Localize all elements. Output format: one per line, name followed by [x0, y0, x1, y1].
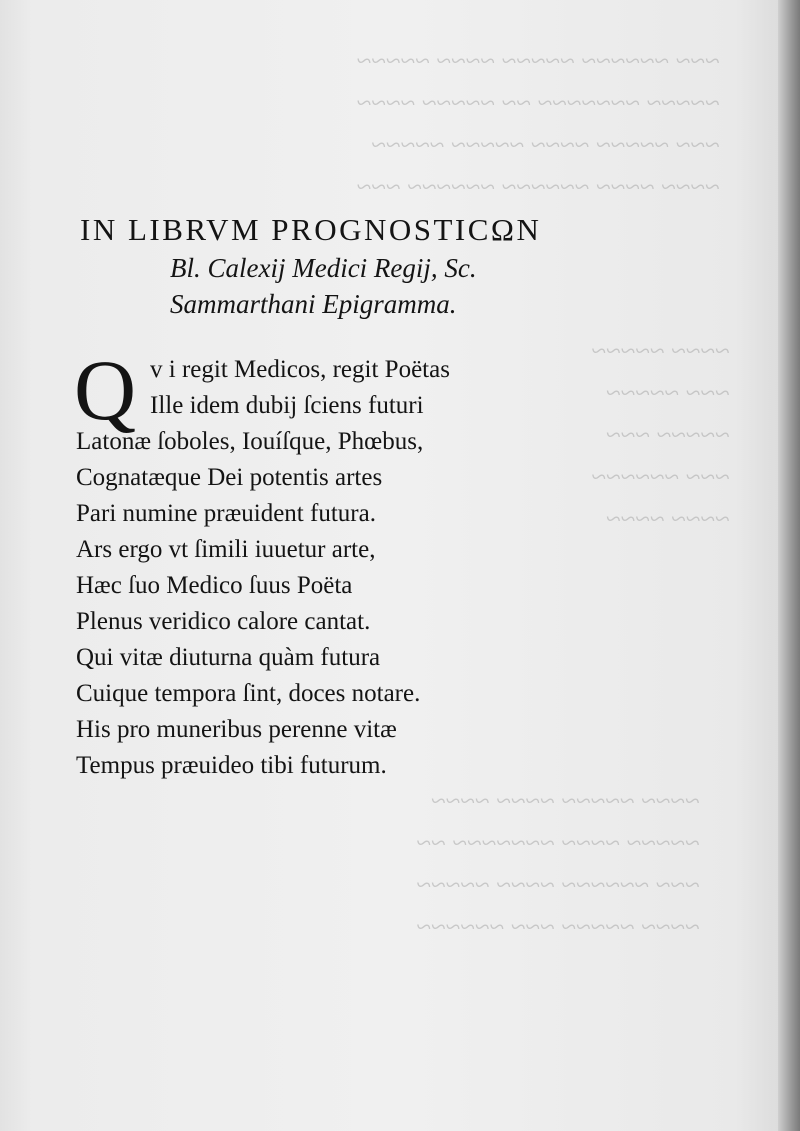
poem-line: Plenus veridico calore cantat.: [76, 608, 371, 635]
poem-line: Hæc ſuo Medico ſuus Poëta: [76, 572, 353, 599]
poem-line: Pari numine præuident futura.: [76, 500, 376, 527]
poem-line: Ille idem dubij ſciens futuri: [150, 392, 424, 419]
page-title: IN LIBRVM PROGNOSTICΩN: [80, 212, 542, 247]
poem-line: Latonæ ſoboles, Iouíſque, Phœbus,: [76, 428, 424, 455]
poem: [74, 342, 636, 784]
poem-line: Qui vitæ diuturna quàm futura: [76, 644, 381, 671]
bleed-through-text-top: ~~~ ~~~~~~ ~~~~~ ~~~~ ~~~~~ ~~~~~ ~~~~~~~ ~~ ~~~~~ ~~~~ ~~~ ~~~~~ ~~~~ ~~~~~ ~~~~~ ~~~~ ~~~~ ~~~~~~ ~~~~~~ ~~~: [357, 46, 720, 202]
page-edge: [778, 0, 800, 1131]
bleed-through-text-right: ~~~~ ~~~~~ ~~~ ~~~~~ ~~~~~ ~~~ ~~~ ~~~~~~ ~~~~ ~~~~: [591, 336, 730, 534]
poem-line: Ars ergo vt ſimili iuuetur arte,: [76, 536, 376, 563]
page-subtitle: Bl. Calexij Medici Regij, Sc. Sammarthani Epigramma.: [170, 253, 477, 319]
poem-line: v i regit Medicos, regit Poëtas: [150, 356, 450, 383]
poem-line: Cognatæque Dei potentis artes: [76, 464, 383, 491]
bleed-through-text-bottom: ~~~~ ~~~~~ ~~~~ ~~~~ ~~~~~ ~~~~ ~~~~~~~ ~~ ~~~ ~~~~~~ ~~~~ ~~~~~ ~~~~ ~~~~~ ~~~ ~~~~~~: [416, 786, 700, 942]
poem-line: Tempus præuideo tibi futurum.: [76, 752, 387, 779]
drop-cap-initial: Q: [74, 342, 137, 438]
poem-line: His pro muneribus perenne vitæ: [76, 716, 397, 743]
poem-line: Cuique tempora ſint, doces notare.: [76, 680, 421, 707]
